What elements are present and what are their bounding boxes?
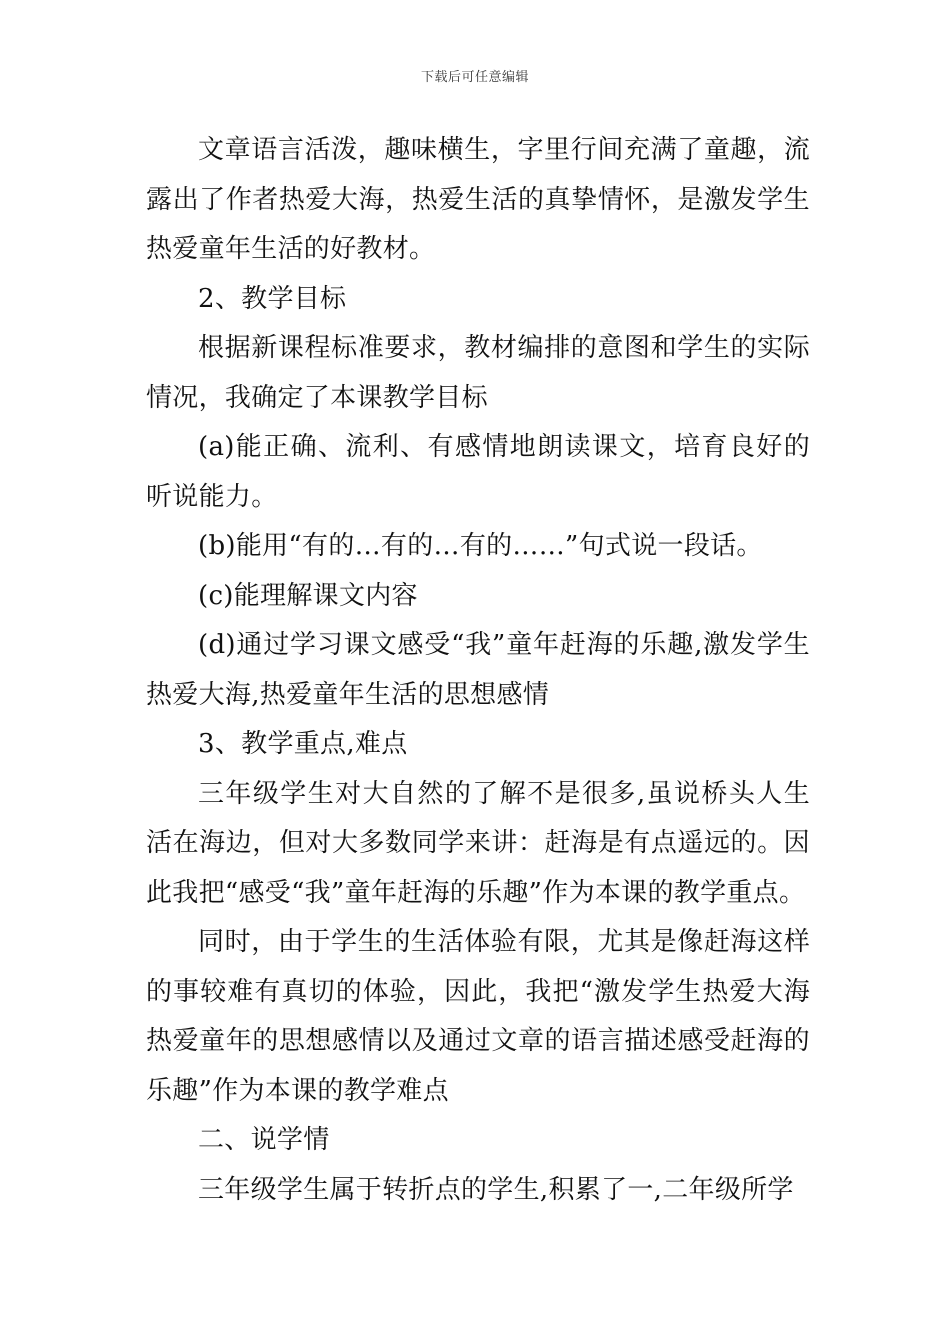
list-item-goal-c: (c)能理解课文内容 — [198, 580, 418, 611]
page-header: 下载后可任意编辑 — [420, 70, 529, 85]
paragraph-difficult-point: 同时，由于学生的生活体验有限，尤其是像赶海这样的事较难有真切的体验，因此，我把“激发学生热爱大海热爱童年的思想感情以及通过文章的语言描述感受赶海的乐趣”作为本课的教学难点 — [146, 927, 810, 1106]
paragraph-student-analysis: 三年级学生属于转折点的学生,积累了一,二年级所学 — [198, 1174, 794, 1205]
paragraph-intro-summary: 文章语言活泼，趣味横生，字里行间充满了童趣，流露出了作者热爱大海，热爱生活的真挚情怀，是激发学生热爱童年生活的好教材。 — [146, 135, 810, 264]
document-body — [146, 126, 810, 1215]
paragraph-goals-intro: 根据新课程标准要求，教材编排的意图和学生的实际情况，我确定了本课教学目标 — [146, 333, 810, 413]
heading-student-analysis: 二、说学情 — [198, 1125, 330, 1155]
list-item-goal-b: (b)能用“有的…有的…有的……”句式说一段话。 — [198, 531, 763, 561]
heading-key-points: 3、教学重点,难点 — [198, 729, 408, 759]
paragraph-key-point: 三年级学生对大自然的了解不是很多,虽说桥头人生活在海边，但对大多数同学来讲：赶海是有点遥远的。因此我把“感受“我”童年赶海的乐趣”作为本课的教学重点。 — [146, 778, 810, 908]
list-item-goal-d: (d)通过学习课文感受“我”童年赶海的乐趣,激发学生热爱大海,热爱童年生活的思想感情 — [146, 630, 810, 710]
heading-teaching-goals: 2、教学目标 — [198, 283, 347, 314]
list-item-goal-a: (a)能正确、流利、有感情地朗读课文，培育良好的听说能力。 — [146, 432, 810, 512]
